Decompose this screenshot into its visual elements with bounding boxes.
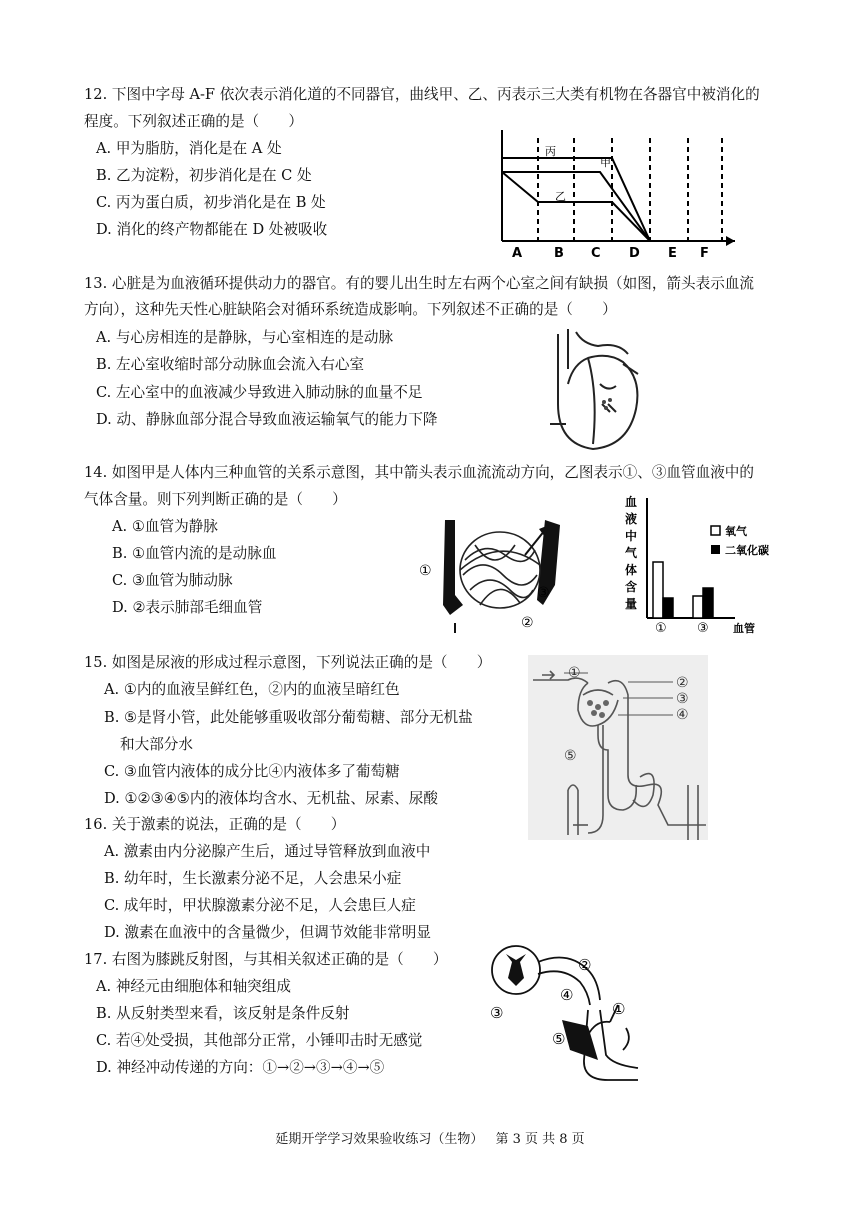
- heart-diagram: [538, 324, 648, 454]
- q15-stem: 15. 如图是尿液的形成过程示意图，下列说法正确的是（ ）: [84, 654, 492, 671]
- y-axis-title-char: 体: [625, 563, 638, 577]
- vessel-label-3: ③: [537, 585, 550, 601]
- bar-vessel3-oxygen: [693, 596, 703, 618]
- curve-yi: [502, 172, 650, 241]
- legend-oxygen-swatch: [711, 526, 720, 535]
- gas-content-chart: [617, 490, 787, 640]
- x-label-e: E: [668, 246, 677, 260]
- q16-option-c: C. 成年时，甲状腺激素分泌不足，人会患巨人症: [104, 897, 416, 914]
- q15-option-b: B. ⑤是肾小管，此处能够重吸收部分葡萄糖、部分无机盐: [104, 709, 473, 726]
- q14-stem-line2: 气体含量。则下列判断正确的是（ ）: [84, 491, 347, 508]
- page-footer: [0, 1128, 860, 1147]
- q14-option-b: B. ①血管内流的是动脉血: [112, 545, 277, 562]
- nephron-diagram: [528, 655, 708, 840]
- curve-jia: [502, 172, 650, 241]
- q15-option-a: A. ①内的血液呈鲜红色，②内的血液呈暗红色: [104, 681, 400, 698]
- reflex-label-5: ⑤: [552, 1030, 566, 1048]
- legend-oxygen: 氧气: [725, 525, 747, 538]
- x-label-c: C: [591, 246, 601, 260]
- reflex-label-4: ④: [560, 986, 574, 1004]
- q12-option-d: D. 消化的终产物都能在 D 处被吸收: [96, 221, 328, 238]
- bar-vessel1-co2: [663, 598, 673, 618]
- x-label-b: B: [554, 246, 564, 260]
- digestion-chart: [490, 130, 750, 260]
- curve-label-yi: 乙: [555, 190, 566, 203]
- q14-option-a: A. ①血管为静脉: [112, 518, 218, 535]
- legend-co2-swatch: [711, 545, 720, 554]
- knee-jerk-reflex-diagram: [488, 940, 648, 1092]
- nephron-label-2: ②: [676, 675, 689, 691]
- nephron-label-3: ③: [676, 691, 689, 707]
- q13-option-b: B. 左心室收缩时部分动脉血会流入右心室: [96, 356, 365, 373]
- x-label-a: A: [512, 246, 523, 260]
- q16-option-d: D. 激素在血液中的含量微少，但调节效能非常明显: [104, 924, 431, 941]
- q17-option-a: A. 神经元由细胞体和轴突组成: [96, 978, 291, 995]
- curve-bing: [502, 158, 650, 241]
- q12-option-b: B. 乙为淀粉，初步消化是在 C 处: [96, 167, 312, 184]
- bar-vessel1-oxygen: [653, 562, 663, 618]
- q16-stem: 16. 关于激素的说法，正确的是（ ）: [84, 816, 346, 833]
- curve-label-bing: 丙: [545, 145, 556, 158]
- x-label-d: D: [629, 246, 640, 260]
- q13-option-c: C. 左心室中的血液减少导致进入肺动脉的血量不足: [96, 384, 423, 401]
- q17-stem: 17. 右图为膝跳反射图，与其相关叙述正确的是（ ）: [84, 951, 448, 968]
- q14-stem-line1: 14. 如图甲是人体内三种血管的关系示意图，其中箭头表示血流流动方向，乙图表示①、③血管血液中的: [84, 464, 754, 481]
- nephron-label-1: ①: [568, 665, 581, 681]
- vessel-label-1: ①: [419, 563, 432, 579]
- nephron-label-5: ⑤: [564, 748, 577, 764]
- q17-option-d: D. 神经冲动传递的方向：①→②→③→④→⑤: [96, 1059, 385, 1076]
- q14-option-d: D. ②表示肺部毛细血管: [112, 599, 263, 616]
- q15-option-b-cont: 和大部分水: [120, 736, 193, 753]
- footer-page-number: 第 3 页 共 8 页: [495, 1132, 585, 1147]
- blood-vessel-diagram: [415, 515, 575, 635]
- reflex-label-1: ①: [612, 1000, 626, 1018]
- q14-option-c: C. ③血管为肺动脉: [112, 572, 233, 589]
- y-axis-title-char: 液: [625, 512, 638, 526]
- footer-title: 延期开学学习效果验收练习（生物）: [275, 1132, 484, 1147]
- q12-option-c: C. 丙为蛋白质，初步消化是在 B 处: [96, 194, 326, 211]
- category-label-3: ③: [697, 621, 709, 636]
- q16-option-a: A. 激素由内分泌腺产生后，通过导管释放到血液中: [104, 843, 431, 860]
- q15-option-c: C. ③血管内液体的成分比④内液体多了葡萄糖: [104, 763, 400, 780]
- q17-option-c: C. 若④处受损，其他部分正常，小锤叩击时无感觉: [96, 1032, 423, 1049]
- q12-option-a: A. 甲为脂肪，消化是在 A 处: [96, 140, 282, 157]
- y-axis-title-char: 含: [625, 580, 638, 594]
- q15-option-d: D. ①②③④⑤内的液体均含水、无机盐、尿素、尿酸: [104, 790, 438, 807]
- q12-stem-line2: 程度。下列叙述正确的是（ ）: [84, 113, 303, 130]
- q13-stem-line2: 方向），这种先天性心脏缺陷会对循环系统造成影响。下列叙述不正确的是（ ）: [84, 301, 617, 318]
- y-axis-title-char: 气: [625, 546, 638, 560]
- legend-co2: 二氧化碳: [725, 544, 769, 557]
- vessel-label-2: ②: [521, 615, 534, 631]
- reflex-label-3: ③: [490, 1004, 504, 1022]
- x-axis-title: 血管: [733, 622, 755, 635]
- y-axis-title-char: 血: [625, 495, 638, 509]
- y-axis-title-char: 中: [625, 529, 638, 543]
- curve-label-jia: 甲: [600, 156, 611, 169]
- nephron-label-4: ④: [676, 707, 689, 723]
- reflex-label-2: ②: [578, 956, 592, 974]
- x-label-f: F: [700, 246, 709, 260]
- q12-stem-line1: 12. 下图中字母 A-F 依次表示消化道的不同器官，曲线甲、乙、丙表示三大类有机物在各器官中被消化的: [84, 86, 760, 103]
- q16-option-b: B. 幼年时，生长激素分泌不足，人会患呆小症: [104, 870, 402, 887]
- q13-option-a: A. 与心房相连的是静脉，与心室相连的是动脉: [96, 329, 394, 346]
- bar-vessel3-co2: [703, 588, 713, 618]
- q13-stem-line1: 13. 心脏是为血液循环提供动力的器官。有的婴儿出生时左右两个心室之间有缺损（如图，箭头表示血流: [84, 275, 754, 292]
- category-label-1: ①: [655, 621, 667, 636]
- q13-option-d: D. 动、静脉血部分混合导致血液运输氧气的能力下降: [96, 411, 438, 428]
- q17-option-b: B. 从反射类型来看，该反射是条件反射: [96, 1005, 350, 1022]
- y-axis-title-char: 量: [625, 597, 638, 611]
